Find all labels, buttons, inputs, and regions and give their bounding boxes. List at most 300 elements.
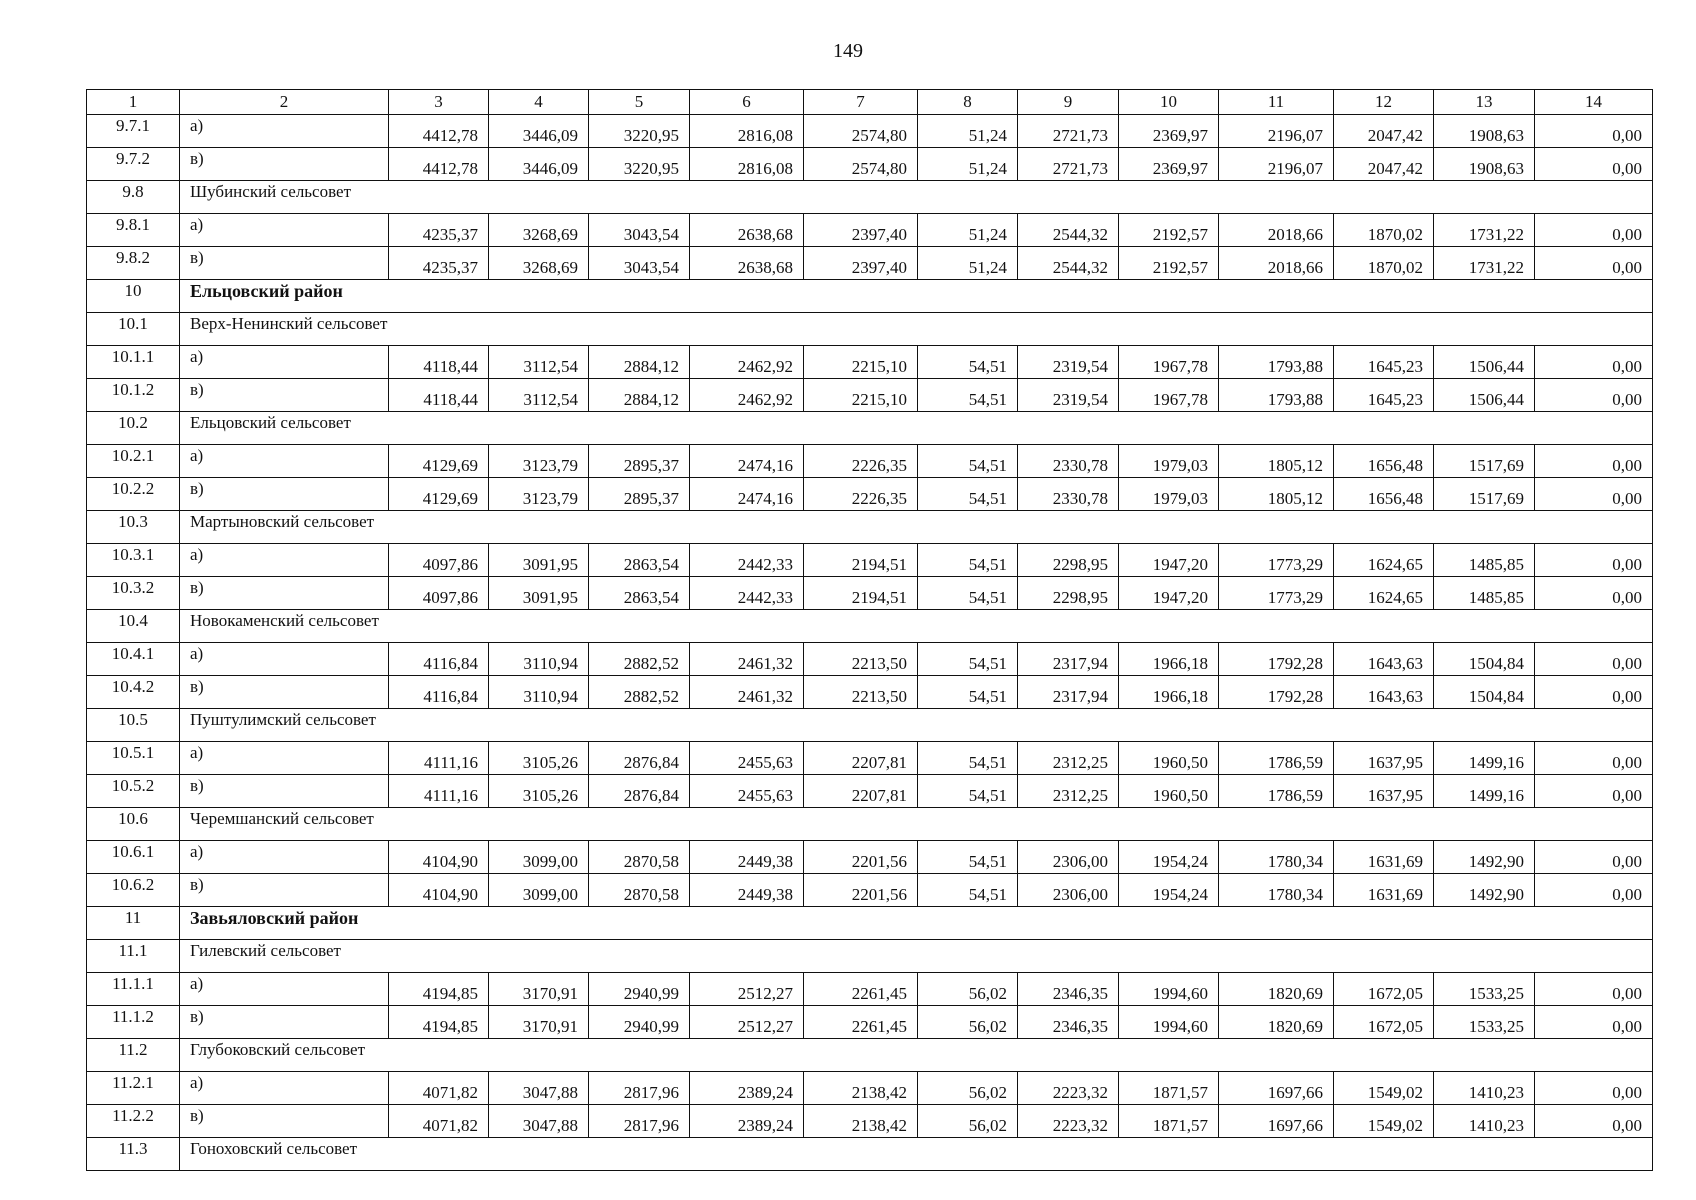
row-code-cell: 9.7.1 <box>87 115 180 148</box>
value-cell: 1954,24 <box>1119 841 1219 874</box>
value-cell: 1773,29 <box>1219 544 1334 577</box>
value-cell: 2870,58 <box>589 874 690 907</box>
value-cell: 2330,78 <box>1018 478 1119 511</box>
row-code-cell: 10.4 <box>87 610 180 643</box>
value-cell: 3110,94 <box>489 643 589 676</box>
value-cell: 2474,16 <box>690 445 804 478</box>
value-cell: 1979,03 <box>1119 478 1219 511</box>
value-cell: 1908,63 <box>1434 148 1535 181</box>
value-cell: 56,02 <box>918 973 1018 1006</box>
value-cell: 4118,44 <box>389 379 489 412</box>
value-cell: 1499,16 <box>1434 742 1535 775</box>
value-cell: 2940,99 <box>589 1006 690 1039</box>
value-cell: 0,00 <box>1535 478 1653 511</box>
value-cell: 54,51 <box>918 445 1018 478</box>
table-row <box>87 544 1653 577</box>
value-cell: 2138,42 <box>804 1072 918 1105</box>
value-cell: 1517,69 <box>1434 478 1535 511</box>
value-cell: 2196,07 <box>1219 115 1334 148</box>
value-cell: 2544,32 <box>1018 247 1119 280</box>
row-code-cell: 10.6.1 <box>87 841 180 874</box>
value-cell: 3220,95 <box>589 115 690 148</box>
value-cell: 1672,05 <box>1334 973 1434 1006</box>
value-cell: 2312,25 <box>1018 775 1119 808</box>
row-code-cell: 11 <box>87 907 180 940</box>
column-header-cell: 7 <box>804 90 918 115</box>
value-cell: 3123,79 <box>489 445 589 478</box>
value-cell: 1533,25 <box>1434 1006 1535 1039</box>
value-cell: 2306,00 <box>1018 841 1119 874</box>
value-cell: 3112,54 <box>489 379 589 412</box>
value-cell: 2223,32 <box>1018 1072 1119 1105</box>
value-cell: 1533,25 <box>1434 973 1535 1006</box>
value-cell: 0,00 <box>1535 1006 1653 1039</box>
value-cell: 2298,95 <box>1018 544 1119 577</box>
value-cell: 1485,85 <box>1434 544 1535 577</box>
value-cell: 54,51 <box>918 742 1018 775</box>
value-cell: 2455,63 <box>690 775 804 808</box>
value-cell: 2876,84 <box>589 742 690 775</box>
section-heading-row <box>87 1138 1653 1171</box>
value-cell: 3446,09 <box>489 115 589 148</box>
row-label-cell: а) <box>180 841 389 874</box>
section-title: Гилевский сельсовет <box>180 940 1653 973</box>
row-code-cell: 10.2.2 <box>87 478 180 511</box>
value-cell: 2201,56 <box>804 841 918 874</box>
row-code-cell: 11.2.1 <box>87 1072 180 1105</box>
value-cell: 4116,84 <box>389 643 489 676</box>
value-cell: 2474,16 <box>690 478 804 511</box>
value-cell: 2817,96 <box>589 1105 690 1138</box>
column-header-cell: 11 <box>1219 90 1334 115</box>
value-cell: 2319,54 <box>1018 346 1119 379</box>
value-cell: 2223,32 <box>1018 1105 1119 1138</box>
value-cell: 54,51 <box>918 676 1018 709</box>
value-cell: 2461,32 <box>690 676 804 709</box>
table-row <box>87 478 1653 511</box>
value-cell: 0,00 <box>1535 742 1653 775</box>
value-cell: 2442,33 <box>690 544 804 577</box>
row-code-cell: 10.1.1 <box>87 346 180 379</box>
value-cell: 4235,37 <box>389 247 489 280</box>
value-cell: 1793,88 <box>1219 379 1334 412</box>
value-cell: 51,24 <box>918 214 1018 247</box>
value-cell: 4412,78 <box>389 115 489 148</box>
row-code-cell: 9.8.1 <box>87 214 180 247</box>
table-row <box>87 676 1653 709</box>
row-code-cell: 11.2 <box>87 1039 180 1072</box>
page-number: 149 <box>833 40 863 62</box>
value-cell: 1485,85 <box>1434 577 1535 610</box>
section-title: Гоноховский сельсовет <box>180 1138 1653 1171</box>
row-code-cell: 11.1.2 <box>87 1006 180 1039</box>
value-cell: 51,24 <box>918 115 1018 148</box>
value-cell: 1792,28 <box>1219 643 1334 676</box>
row-code-cell: 10.6.2 <box>87 874 180 907</box>
value-cell: 0,00 <box>1535 577 1653 610</box>
value-cell: 2201,56 <box>804 874 918 907</box>
value-cell: 0,00 <box>1535 676 1653 709</box>
value-cell: 1967,78 <box>1119 346 1219 379</box>
table-row <box>87 1105 1653 1138</box>
value-cell: 1786,59 <box>1219 775 1334 808</box>
value-cell: 0,00 <box>1535 445 1653 478</box>
value-cell: 2870,58 <box>589 841 690 874</box>
value-cell: 1499,16 <box>1434 775 1535 808</box>
value-cell: 4071,82 <box>389 1105 489 1138</box>
value-cell: 2018,66 <box>1219 214 1334 247</box>
row-code-cell: 10.2 <box>87 412 180 445</box>
value-cell: 2544,32 <box>1018 214 1119 247</box>
column-header-cell: 13 <box>1434 90 1535 115</box>
value-cell: 2455,63 <box>690 742 804 775</box>
value-cell: 3220,95 <box>589 148 690 181</box>
value-cell: 2512,27 <box>690 1006 804 1039</box>
value-cell: 2574,80 <box>804 148 918 181</box>
value-cell: 2512,27 <box>690 973 804 1006</box>
value-cell: 3105,26 <box>489 775 589 808</box>
value-cell: 2317,94 <box>1018 676 1119 709</box>
row-code-cell: 11.1.1 <box>87 973 180 1006</box>
row-label-cell: а) <box>180 742 389 775</box>
value-cell: 54,51 <box>918 379 1018 412</box>
value-cell: 1643,63 <box>1334 676 1434 709</box>
row-label-cell: в) <box>180 478 389 511</box>
value-cell: 4412,78 <box>389 148 489 181</box>
value-cell: 2261,45 <box>804 1006 918 1039</box>
value-cell: 1954,24 <box>1119 874 1219 907</box>
value-cell: 2369,97 <box>1119 115 1219 148</box>
value-cell: 1820,69 <box>1219 973 1334 1006</box>
value-cell: 54,51 <box>918 346 1018 379</box>
value-cell: 56,02 <box>918 1072 1018 1105</box>
value-cell: 3268,69 <box>489 247 589 280</box>
value-cell: 1410,23 <box>1434 1072 1535 1105</box>
value-cell: 1643,63 <box>1334 643 1434 676</box>
value-cell: 0,00 <box>1535 148 1653 181</box>
value-cell: 54,51 <box>918 775 1018 808</box>
row-label-cell: а) <box>180 973 389 1006</box>
value-cell: 2462,92 <box>690 379 804 412</box>
value-cell: 1645,23 <box>1334 379 1434 412</box>
value-cell: 4104,90 <box>389 874 489 907</box>
section-title: Верх-Ненинский сельсовет <box>180 313 1653 346</box>
value-cell: 1994,60 <box>1119 1006 1219 1039</box>
value-cell: 54,51 <box>918 874 1018 907</box>
value-cell: 2863,54 <box>589 577 690 610</box>
column-header-cell: 12 <box>1334 90 1434 115</box>
value-cell: 1994,60 <box>1119 973 1219 1006</box>
value-cell: 54,51 <box>918 577 1018 610</box>
table-row <box>87 973 1653 1006</box>
value-cell: 2863,54 <box>589 544 690 577</box>
table-row <box>87 1072 1653 1105</box>
value-cell: 1731,22 <box>1434 214 1535 247</box>
value-cell: 0,00 <box>1535 874 1653 907</box>
value-cell: 1624,65 <box>1334 577 1434 610</box>
value-cell: 1966,18 <box>1119 676 1219 709</box>
value-cell: 2389,24 <box>690 1105 804 1138</box>
section-heading-row <box>87 1039 1653 1072</box>
row-code-cell: 10.4.1 <box>87 643 180 676</box>
row-label-cell: а) <box>180 214 389 247</box>
value-cell: 4097,86 <box>389 544 489 577</box>
value-cell: 2461,32 <box>690 643 804 676</box>
value-cell: 2207,81 <box>804 775 918 808</box>
row-code-cell: 10 <box>87 280 180 313</box>
value-cell: 1786,59 <box>1219 742 1334 775</box>
value-cell: 1780,34 <box>1219 874 1334 907</box>
row-label-cell: в) <box>180 775 389 808</box>
value-cell: 1731,22 <box>1434 247 1535 280</box>
row-code-cell: 10.5.2 <box>87 775 180 808</box>
value-cell: 2816,08 <box>690 115 804 148</box>
value-cell: 2876,84 <box>589 775 690 808</box>
value-cell: 4116,84 <box>389 676 489 709</box>
table-row <box>87 577 1653 610</box>
value-cell: 2018,66 <box>1219 247 1334 280</box>
value-cell: 2196,07 <box>1219 148 1334 181</box>
value-cell: 1637,95 <box>1334 775 1434 808</box>
value-cell: 54,51 <box>918 841 1018 874</box>
section-heading-row <box>87 808 1653 841</box>
section-title: Новокаменский сельсовет <box>180 610 1653 643</box>
row-code-cell: 9.7.2 <box>87 148 180 181</box>
value-cell: 1792,28 <box>1219 676 1334 709</box>
value-cell: 3112,54 <box>489 346 589 379</box>
row-label-cell: в) <box>180 379 389 412</box>
value-cell: 4071,82 <box>389 1072 489 1105</box>
table-row <box>87 346 1653 379</box>
value-cell: 4111,16 <box>389 742 489 775</box>
row-code-cell: 10.5 <box>87 709 180 742</box>
row-label-cell: а) <box>180 1072 389 1105</box>
value-cell: 3123,79 <box>489 478 589 511</box>
value-cell: 2895,37 <box>589 478 690 511</box>
value-cell: 2638,68 <box>690 214 804 247</box>
value-cell: 3099,00 <box>489 841 589 874</box>
tariff-table <box>86 89 1653 1171</box>
value-cell: 1967,78 <box>1119 379 1219 412</box>
value-cell: 1624,65 <box>1334 544 1434 577</box>
row-code-cell: 10.1 <box>87 313 180 346</box>
value-cell: 4104,90 <box>389 841 489 874</box>
value-cell: 1871,57 <box>1119 1105 1219 1138</box>
row-label-cell: а) <box>180 445 389 478</box>
section-title: Пуштулимский сельсовет <box>180 709 1653 742</box>
value-cell: 0,00 <box>1535 214 1653 247</box>
value-cell: 2192,57 <box>1119 214 1219 247</box>
value-cell: 1979,03 <box>1119 445 1219 478</box>
section-heading-row <box>87 412 1653 445</box>
value-cell: 51,24 <box>918 148 1018 181</box>
row-code-cell: 9.8.2 <box>87 247 180 280</box>
value-cell: 56,02 <box>918 1105 1018 1138</box>
value-cell: 4129,69 <box>389 478 489 511</box>
value-cell: 2884,12 <box>589 346 690 379</box>
value-cell: 1549,02 <box>1334 1105 1434 1138</box>
value-cell: 1697,66 <box>1219 1072 1334 1105</box>
value-cell: 3170,91 <box>489 1006 589 1039</box>
value-cell: 1947,20 <box>1119 577 1219 610</box>
value-cell: 1492,90 <box>1434 841 1535 874</box>
section-title: Ельцовский сельсовет <box>180 412 1653 445</box>
value-cell: 1517,69 <box>1434 445 1535 478</box>
value-cell: 1631,69 <box>1334 874 1434 907</box>
row-label-cell: а) <box>180 643 389 676</box>
value-cell: 2213,50 <box>804 676 918 709</box>
row-label-cell: в) <box>180 1105 389 1138</box>
column-header-cell: 3 <box>389 90 489 115</box>
value-cell: 51,24 <box>918 247 1018 280</box>
table-row <box>87 115 1653 148</box>
value-cell: 54,51 <box>918 544 1018 577</box>
value-cell: 3170,91 <box>489 973 589 1006</box>
value-cell: 2882,52 <box>589 643 690 676</box>
section-heading-row <box>87 610 1653 643</box>
value-cell: 2298,95 <box>1018 577 1119 610</box>
value-cell: 3110,94 <box>489 676 589 709</box>
table-row <box>87 148 1653 181</box>
value-cell: 1506,44 <box>1434 346 1535 379</box>
value-cell: 3091,95 <box>489 544 589 577</box>
value-cell: 0,00 <box>1535 775 1653 808</box>
column-header-cell: 5 <box>589 90 690 115</box>
value-cell: 1504,84 <box>1434 643 1535 676</box>
value-cell: 1793,88 <box>1219 346 1334 379</box>
value-cell: 0,00 <box>1535 1072 1653 1105</box>
value-cell: 1805,12 <box>1219 478 1334 511</box>
row-code-cell: 10.3.1 <box>87 544 180 577</box>
value-cell: 1410,23 <box>1434 1105 1535 1138</box>
row-code-cell: 10.5.1 <box>87 742 180 775</box>
value-cell: 2442,33 <box>690 577 804 610</box>
value-cell: 4129,69 <box>389 445 489 478</box>
row-code-cell: 10.2.1 <box>87 445 180 478</box>
row-code-cell: 10.3.2 <box>87 577 180 610</box>
value-cell: 2306,00 <box>1018 874 1119 907</box>
table-row <box>87 214 1653 247</box>
value-cell: 0,00 <box>1535 115 1653 148</box>
value-cell: 2215,10 <box>804 379 918 412</box>
section-heading-row <box>87 313 1653 346</box>
value-cell: 2397,40 <box>804 214 918 247</box>
value-cell: 2462,92 <box>690 346 804 379</box>
value-cell: 1870,02 <box>1334 214 1434 247</box>
row-code-cell: 9.8 <box>87 181 180 214</box>
value-cell: 0,00 <box>1535 841 1653 874</box>
value-cell: 1492,90 <box>1434 874 1535 907</box>
value-cell: 2261,45 <box>804 973 918 1006</box>
value-cell: 2721,73 <box>1018 148 1119 181</box>
value-cell: 3047,88 <box>489 1072 589 1105</box>
column-header-cell: 1 <box>87 90 180 115</box>
value-cell: 1656,48 <box>1334 478 1434 511</box>
district-heading-row <box>87 280 1653 313</box>
value-cell: 1870,02 <box>1334 247 1434 280</box>
value-cell: 2449,38 <box>690 841 804 874</box>
column-header-cell: 10 <box>1119 90 1219 115</box>
value-cell: 0,00 <box>1535 544 1653 577</box>
section-heading-row <box>87 709 1653 742</box>
column-header-cell: 6 <box>690 90 804 115</box>
value-cell: 3099,00 <box>489 874 589 907</box>
column-header-cell: 14 <box>1535 90 1653 115</box>
column-header-cell: 2 <box>180 90 389 115</box>
row-label-cell: а) <box>180 346 389 379</box>
value-cell: 2312,25 <box>1018 742 1119 775</box>
value-cell: 4194,85 <box>389 973 489 1006</box>
value-cell: 0,00 <box>1535 346 1653 379</box>
value-cell: 3043,54 <box>589 214 690 247</box>
value-cell: 2574,80 <box>804 115 918 148</box>
value-cell: 2895,37 <box>589 445 690 478</box>
value-cell: 4194,85 <box>389 1006 489 1039</box>
row-label-cell: в) <box>180 148 389 181</box>
value-cell: 1871,57 <box>1119 1072 1219 1105</box>
row-code-cell: 11.3 <box>87 1138 180 1171</box>
value-cell: 2816,08 <box>690 148 804 181</box>
value-cell: 1960,50 <box>1119 742 1219 775</box>
row-label-cell: в) <box>180 247 389 280</box>
section-title: Шубинский сельсовет <box>180 181 1653 214</box>
value-cell: 4111,16 <box>389 775 489 808</box>
column-header-cell: 4 <box>489 90 589 115</box>
table-row <box>87 1006 1653 1039</box>
row-label-cell: в) <box>180 676 389 709</box>
value-cell: 2346,35 <box>1018 1006 1119 1039</box>
value-cell: 54,51 <box>918 478 1018 511</box>
table-row <box>87 742 1653 775</box>
value-cell: 2884,12 <box>589 379 690 412</box>
value-cell: 3047,88 <box>489 1105 589 1138</box>
value-cell: 0,00 <box>1535 1105 1653 1138</box>
value-cell: 2317,94 <box>1018 643 1119 676</box>
value-cell: 2389,24 <box>690 1072 804 1105</box>
table-row <box>87 247 1653 280</box>
value-cell: 4235,37 <box>389 214 489 247</box>
row-code-cell: 10.4.2 <box>87 676 180 709</box>
value-cell: 4097,86 <box>389 577 489 610</box>
value-cell: 1506,44 <box>1434 379 1535 412</box>
value-cell: 2638,68 <box>690 247 804 280</box>
value-cell: 2047,42 <box>1334 115 1434 148</box>
value-cell: 1805,12 <box>1219 445 1334 478</box>
value-cell: 2215,10 <box>804 346 918 379</box>
district-title: Ельцовский район <box>180 280 1653 313</box>
row-label-cell: в) <box>180 577 389 610</box>
column-number-header <box>87 90 1653 115</box>
value-cell: 2940,99 <box>589 973 690 1006</box>
value-cell: 54,51 <box>918 643 1018 676</box>
value-cell: 2346,35 <box>1018 973 1119 1006</box>
row-label-cell: а) <box>180 115 389 148</box>
value-cell: 2213,50 <box>804 643 918 676</box>
value-cell: 2192,57 <box>1119 247 1219 280</box>
table-row <box>87 874 1653 907</box>
value-cell: 0,00 <box>1535 247 1653 280</box>
section-heading-row <box>87 181 1653 214</box>
column-header-cell: 9 <box>1018 90 1119 115</box>
section-heading-row <box>87 940 1653 973</box>
value-cell: 2397,40 <box>804 247 918 280</box>
value-cell: 1549,02 <box>1334 1072 1434 1105</box>
value-cell: 3105,26 <box>489 742 589 775</box>
value-cell: 2882,52 <box>589 676 690 709</box>
value-cell: 1697,66 <box>1219 1105 1334 1138</box>
table-row <box>87 775 1653 808</box>
value-cell: 1908,63 <box>1434 115 1535 148</box>
